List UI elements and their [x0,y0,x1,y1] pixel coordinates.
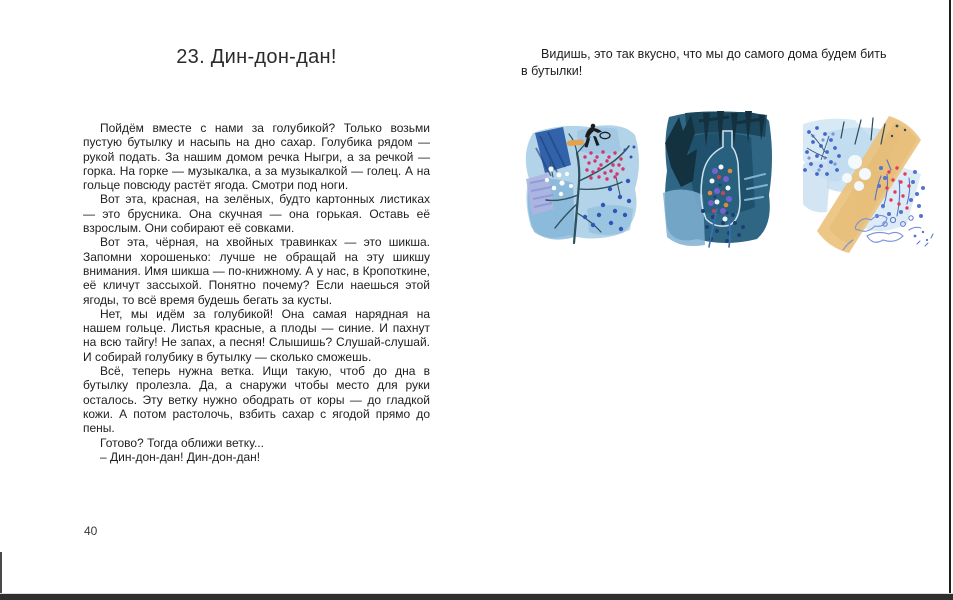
page-number: 40 [84,524,98,538]
window-bottom-edge [0,593,953,600]
body-text [83,121,430,464]
chapter-title: 23. Дин-дон-дан! [176,46,337,68]
illustration-berry-slope [797,112,940,255]
paragraph-6: Готово? Тогда оближи ветку... [100,435,264,450]
caption: Видишь, это так вкусно, что мы до самого дома будем бить в бутылки! [521,47,887,78]
illustration-bottle-of-berries [659,107,778,249]
page-edge-right [949,0,951,594]
page-edge-left [0,552,2,594]
paragraph-5: Всё, теперь нужна ветка. Ищи такую, чтоб до дна в бутылку пролезла. Да, а снаружи чтобы место для руки осталось. Эту ветку нужно ободрать от коры — до гладкой кожи. А потом растолочь, взбить сахар с ягодой прямо до пены. [83,364,430,436]
illustration-berry-picker [517,117,645,245]
paragraph-3: Вот эта, чёрная, на хвойных травинках — это шикша. Запомни хорошенько: лучше не обращай на эту шикшу внимания. Имя шикша — по-книжному. А у нас, в Кропоткине, её кличут зассыхой. Понятно почему? Если наешься этой ягоды, то всё время будешь бегать за кусты. [83,235,430,307]
paragraph-1: Пойдём вместе с нами за голубикой? Только возьми пустую бутылку и насыпь на дно сахар. Голубика рядом — рукой подать. За нашим домом речка Ныгри, а за речкой — горка. На горке — музыкалка, а за музыкалкой — голец. А на гольце повсюду растёт ягода. Смотри под ноги. [83,121,430,193]
paragraph-4: Нет, мы идём за голубикой! Она самая нарядная на нашем гольце. Листья красные, а плоды — синие. И пахнут на всю тайгу! Не запах, а песня! Слышишь? Слушай-слушай. И собирай голубику в бутылку — сколько сможешь. [83,306,430,364]
bottom-left-wash [663,189,705,246]
paragraph-2: Вот эта, красная, на зелёных, будто картонных листиках — это брусника. Она скучная — она горькая. Оставь её взрослым. Они собирают её совками. [83,192,430,236]
paragraph-7: – Дин-дон-дан! Дин-дон-дан! [100,449,261,464]
